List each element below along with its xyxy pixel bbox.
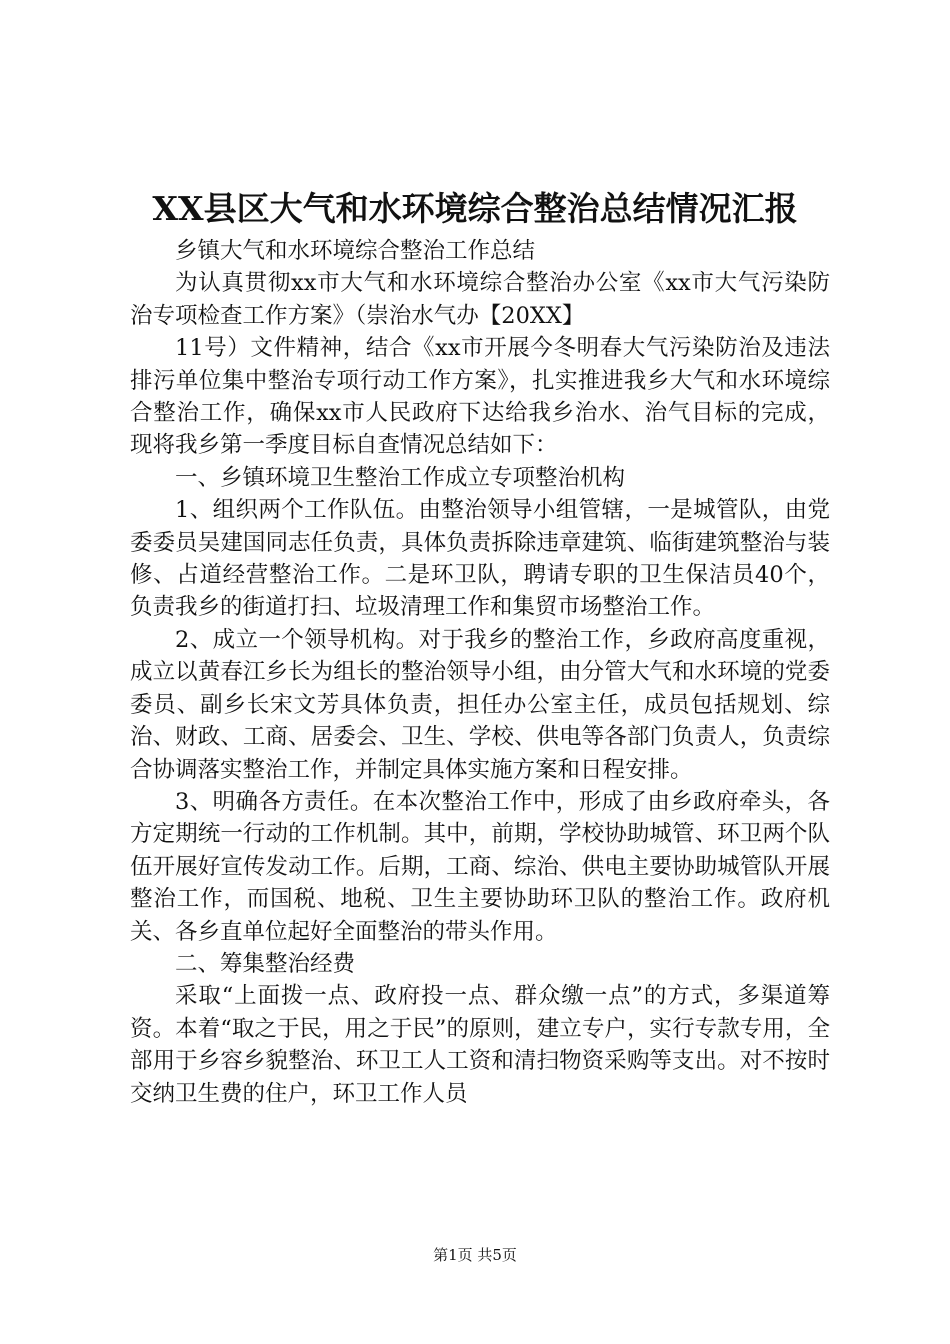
section-heading: 二、筹集整治经费 [175, 950, 356, 977]
section-heading: 一、乡镇环境卫生整治工作成立专项整治机构 [175, 464, 626, 491]
paragraph: 采取“上面拨一点、政府投一点、群众缴一点”的方式，多渠道筹资。本着“取之于民，用之于民”的原则，建立专户，实行专款专用，全部用于乡容乡貌整治、环卫工人工资和清扫物资采购等支出。对不按时交纳卫生费的住户，环卫工作人员 [130, 983, 830, 1107]
paragraph: 2、成立一个领导机构。对于我乡的整治工作，乡政府高度重视，成立以黄春江乡长为组长的整治领导小组，由分管大气和水环境的党委委员、副乡长宋文芳具体负责，担任办公室主任，成员包括规划、综治、财政、工商、居委会、卫生、学校、供电等各部门负责人，负责综合协调落实整治工作，并制定具体实施方案和日程安排。 [130, 626, 830, 783]
paragraph: 11号）文件精神，结合《xx市开展今冬明春大气污染防治及违法排污单位集中整治专项行动工作方案》，扎实推进我乡大气和水环境综合整治工作，确保xx市人民政府下达给我乡治水、治气目标的完成，现将我乡第一季度目标自查情况总结如下： [130, 335, 830, 459]
paragraph: 1、组织两个工作队伍。由整治领导小组管辖，一是城管队，由党委委员吴建国同志任负责，具体负责拆除违章建筑、临街建筑整治与装修、占道经营整治工作。二是环卫队，聘请专职的卫生保洁员40个，负责我乡的街道打扫、垃圾清理工作和集贸市场整治工作。 [130, 497, 830, 621]
page-footer: 第1页 共5页 [433, 1246, 517, 1264]
paragraph: 乡镇大气和水环境综合整治工作总结 [175, 238, 536, 264]
paragraph: 为认真贯彻xx市大气和水环境综合整治办公室《xx市大气污染防治专项检查工作方案》（崇治水气办【20XX】 [130, 270, 830, 329]
document-body [130, 235, 830, 1110]
paragraph: 3、明确各方责任。在本次整治工作中，形成了由乡政府牵头，各方定期统一行动的工作机制。其中，前期，学校协助城管、环卫两个队伍开展好宣传发动工作。后期，工商、综治、供电主要协助城管队开展整治工作，而国税、地税、卫生主要协助环卫队的整治工作。政府机关、各乡直单位起好全面整治的带头作用。 [130, 788, 830, 945]
document-title: XX县区大气和水环境综合整治总结情况汇报 [152, 189, 798, 228]
